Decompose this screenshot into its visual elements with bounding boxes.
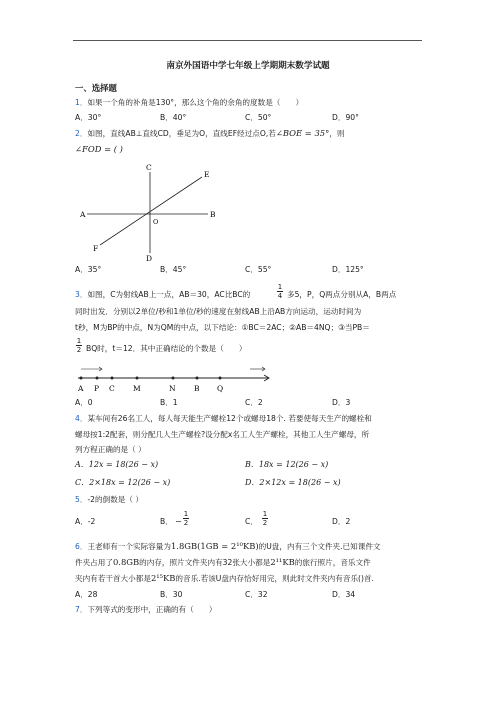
- courseware-size: 0.8GB: [112, 557, 140, 567]
- point-a: A: [78, 384, 84, 393]
- q5-option-c: C．: [245, 517, 258, 526]
- label-e: E: [204, 170, 210, 179]
- angle-condition: ∠BOE = 35°: [275, 128, 330, 138]
- q5-option-d: D．2: [332, 517, 351, 526]
- line-text: 的旅行照片，音乐文件: [294, 558, 371, 567]
- point-b: B: [194, 384, 200, 393]
- line-text: 的音乐.若该U盘内存恰好用完，则此时文件夹内有音乐()首.: [175, 574, 374, 583]
- q3-number-line: [75, 363, 275, 395]
- q6-option-c: C．32: [245, 590, 268, 599]
- point-q: Q: [217, 384, 224, 393]
- q3-option-b: B．1: [160, 398, 178, 407]
- q4-option-a: A．12x = 18(26 − x): [75, 460, 159, 469]
- question-4-line2: 螺母按1:2配套，则分配几人生产螺栓?设分配x名工人生产螺栓，其他工人生产螺母，所: [75, 430, 370, 439]
- question-3: [75, 289, 250, 300]
- fraction-numerator: 1: [76, 337, 82, 345]
- q2-option-d: D．125°: [332, 265, 364, 274]
- question-4: [75, 413, 372, 424]
- q5-option-b-fraction: [182, 510, 190, 527]
- q1-option-c: C．50°: [245, 113, 272, 122]
- q2-figure: [78, 160, 228, 262]
- fraction-denominator: 2: [262, 519, 268, 527]
- q2-option-b: B．45°: [160, 265, 187, 274]
- q5-option-b-sign: −: [175, 517, 182, 526]
- q2-option-c: C．55°: [245, 265, 272, 274]
- question-5: [75, 494, 143, 505]
- capacity-expression: 1.8GB(1GB = 2¹⁰KB): [170, 541, 259, 551]
- point-n: N: [169, 384, 176, 393]
- q5-option-b: B．: [160, 517, 173, 526]
- question-number: 1．: [75, 98, 88, 107]
- q2-option-a: A．35°: [75, 265, 102, 274]
- point-c: C: [109, 384, 115, 393]
- question-text: 如图，C为射线AB上一点，AB＝30，AC比BC的: [87, 290, 251, 299]
- photo-size: 2¹¹KB: [270, 557, 295, 567]
- question-number: 5．: [75, 495, 88, 504]
- q4-option-b: B．18x = 12(26 − x): [245, 460, 329, 469]
- label-a: A: [80, 210, 86, 219]
- question-text: 某车间有26名工人，每人每天能生产螺栓12个或螺母18个. 若要使每天生产的螺栓和: [87, 414, 372, 423]
- q1-option-a: A．30°: [75, 113, 102, 122]
- point-p: P: [94, 384, 100, 393]
- q4-option-c: C．2×18x = 12(26 − x): [75, 478, 171, 487]
- question-3-line3: t秒，M为BP的中点，N为QM的中点，以下结论：①BC＝2AC；②AB＝4NQ；③当PB＝: [75, 323, 370, 332]
- q5-option-c-fraction: [261, 510, 269, 527]
- label-c: C: [146, 163, 152, 172]
- line-text: 件夹占用了: [75, 558, 113, 567]
- fraction-denominator: 2: [183, 519, 189, 527]
- section-heading: 一、选择题: [75, 83, 117, 93]
- q3-option-d: D．3: [332, 398, 351, 407]
- question-3-line4: BQ时，t＝12．其中正确结论的个数是（ ）: [86, 344, 247, 353]
- question-text: 下列等式的变形中，正确的有（ ）: [87, 605, 217, 614]
- question-4-line3: 列方程正确的是（ ）: [75, 445, 146, 454]
- line-text: 的内存，照片文件夹内有32张大小都是: [139, 558, 271, 567]
- fraction-numerator: 1: [262, 510, 268, 518]
- q3-option-c: C．2: [245, 398, 263, 407]
- q6-option-a: A．28: [75, 590, 98, 599]
- q1-option-b: B．40°: [160, 113, 187, 122]
- fraction-one-half: [75, 337, 83, 354]
- q5-option-a: A．-2: [75, 517, 96, 526]
- q6-option-d: D．34: [332, 590, 356, 599]
- question-7: [75, 604, 217, 615]
- header-rule: [73, 40, 422, 41]
- question-2-line2: ∠FOD = ( ): [75, 144, 123, 154]
- music-size: 2¹⁵KB: [150, 573, 176, 583]
- question-2: [75, 128, 345, 139]
- line-text: 夹内有若干首大小都是: [75, 574, 151, 583]
- question-text-tail: ，则: [329, 129, 345, 138]
- fraction-numerator: 1: [183, 510, 189, 518]
- q3-option-a: A．0: [75, 398, 93, 407]
- label-o: O: [153, 218, 159, 226]
- question-number: 4．: [75, 414, 88, 423]
- question-number: 6．: [75, 542, 88, 551]
- page-title: 南京外国语中学七年级上学期期末数学试题: [166, 61, 330, 71]
- question-text-cont: 的U盘，内有三个文件夹.已知课件文: [258, 542, 381, 551]
- fraction-denominator: 4: [277, 292, 283, 300]
- fraction-numerator: 1: [277, 283, 283, 291]
- label-b: B: [210, 210, 216, 219]
- fraction-denominator: 2: [76, 346, 82, 354]
- question-6-line2: [75, 557, 371, 568]
- question-number: 7．: [75, 605, 88, 614]
- fraction-one-quarter: [276, 283, 284, 300]
- question-3-cont: 多5，P，Q两点分别从A，B两点: [287, 290, 397, 299]
- point-m: M: [133, 384, 141, 393]
- question-text: 如果一个角的补角是130°，那么这个角的余角的度数是（ ）: [87, 98, 304, 107]
- question-6: [75, 541, 381, 552]
- label-d: D: [146, 254, 153, 262]
- question-number: 2．: [75, 129, 88, 138]
- label-f: F: [93, 244, 99, 253]
- q4-option-d: D．2×12x = 18(26 − x): [245, 478, 341, 487]
- question-3-line2: 同时出发．分别以2单位/秒和1单位/秒的速度在射线AB上沿AB方向运动，运动时间为: [75, 307, 362, 316]
- q6-option-b: B．30: [160, 590, 183, 599]
- question-6-line3: [75, 573, 374, 584]
- q1-option-d: D．90°: [332, 113, 359, 122]
- question-text: 王老师有一个实际容量为: [87, 542, 171, 551]
- question-number: 3．: [75, 290, 88, 299]
- question-text: 如图，直线AB⊥直线CD，垂足为O，直线EF经过点O,若: [87, 129, 276, 138]
- question-1: [75, 97, 303, 108]
- question-text: -2的倒数是（ ）: [87, 495, 143, 504]
